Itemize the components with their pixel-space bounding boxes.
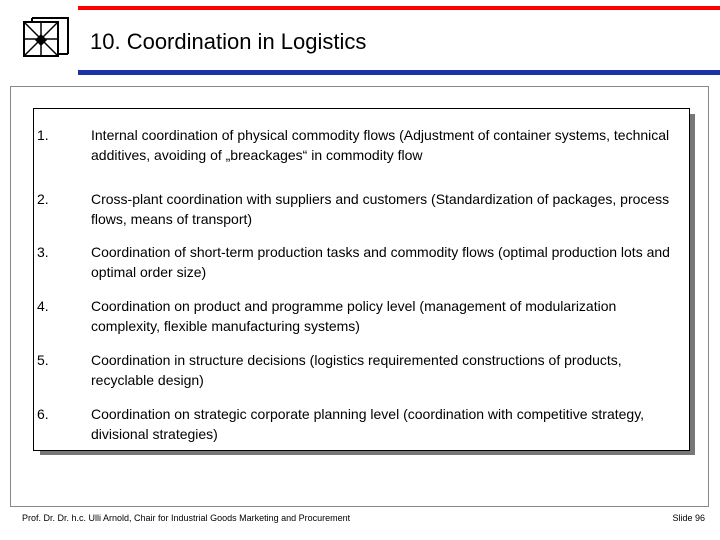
footer-author: Prof. Dr. Dr. h.c. Ulli Arnold, Chair for Industrial Goods Marketing and Procurement	[22, 513, 351, 523]
list-item-number: 3.	[37, 244, 49, 260]
list-item-number: 1.	[37, 127, 49, 143]
header-accent-bar-bottom	[78, 70, 720, 75]
list-item-number: 6.	[37, 406, 49, 422]
list-item-text: Coordination on product and programme policy level (management of modularization complexity, flexible manufacturing systems)	[91, 298, 617, 334]
slide-number: Slide 96	[672, 513, 705, 523]
list-item-text: Coordination in structure decisions (logistics requiremented constructions of products, recyclable design)	[91, 352, 622, 388]
list-item-text: Cross-plant coordination with suppliers and customers (Standardization of packages, process flows, means of transport)	[91, 191, 670, 227]
coordination-list-panel	[33, 108, 690, 451]
list-item-number: 5.	[37, 352, 49, 368]
list-item-number: 4.	[37, 298, 49, 314]
slide-title: 10. Coordination in Logistics	[90, 29, 367, 54]
list-item-text: Internal coordination of physical commodity flows (Adjustment of container systems, technical additives, avoiding of „breackages“ in commodity flow	[91, 127, 670, 163]
header-accent-bar-top	[78, 6, 720, 10]
list-item-number: 2.	[37, 191, 49, 207]
list-item-text: Coordination of short-term production tasks and commodity flows (optimal production lots and optimal order size)	[91, 244, 670, 280]
checkbox-diamond-logo-icon	[22, 14, 72, 64]
list-item-text: Coordination on strategic corporate planning level (coordination with competitive strategy, divisional strategies)	[91, 406, 645, 442]
